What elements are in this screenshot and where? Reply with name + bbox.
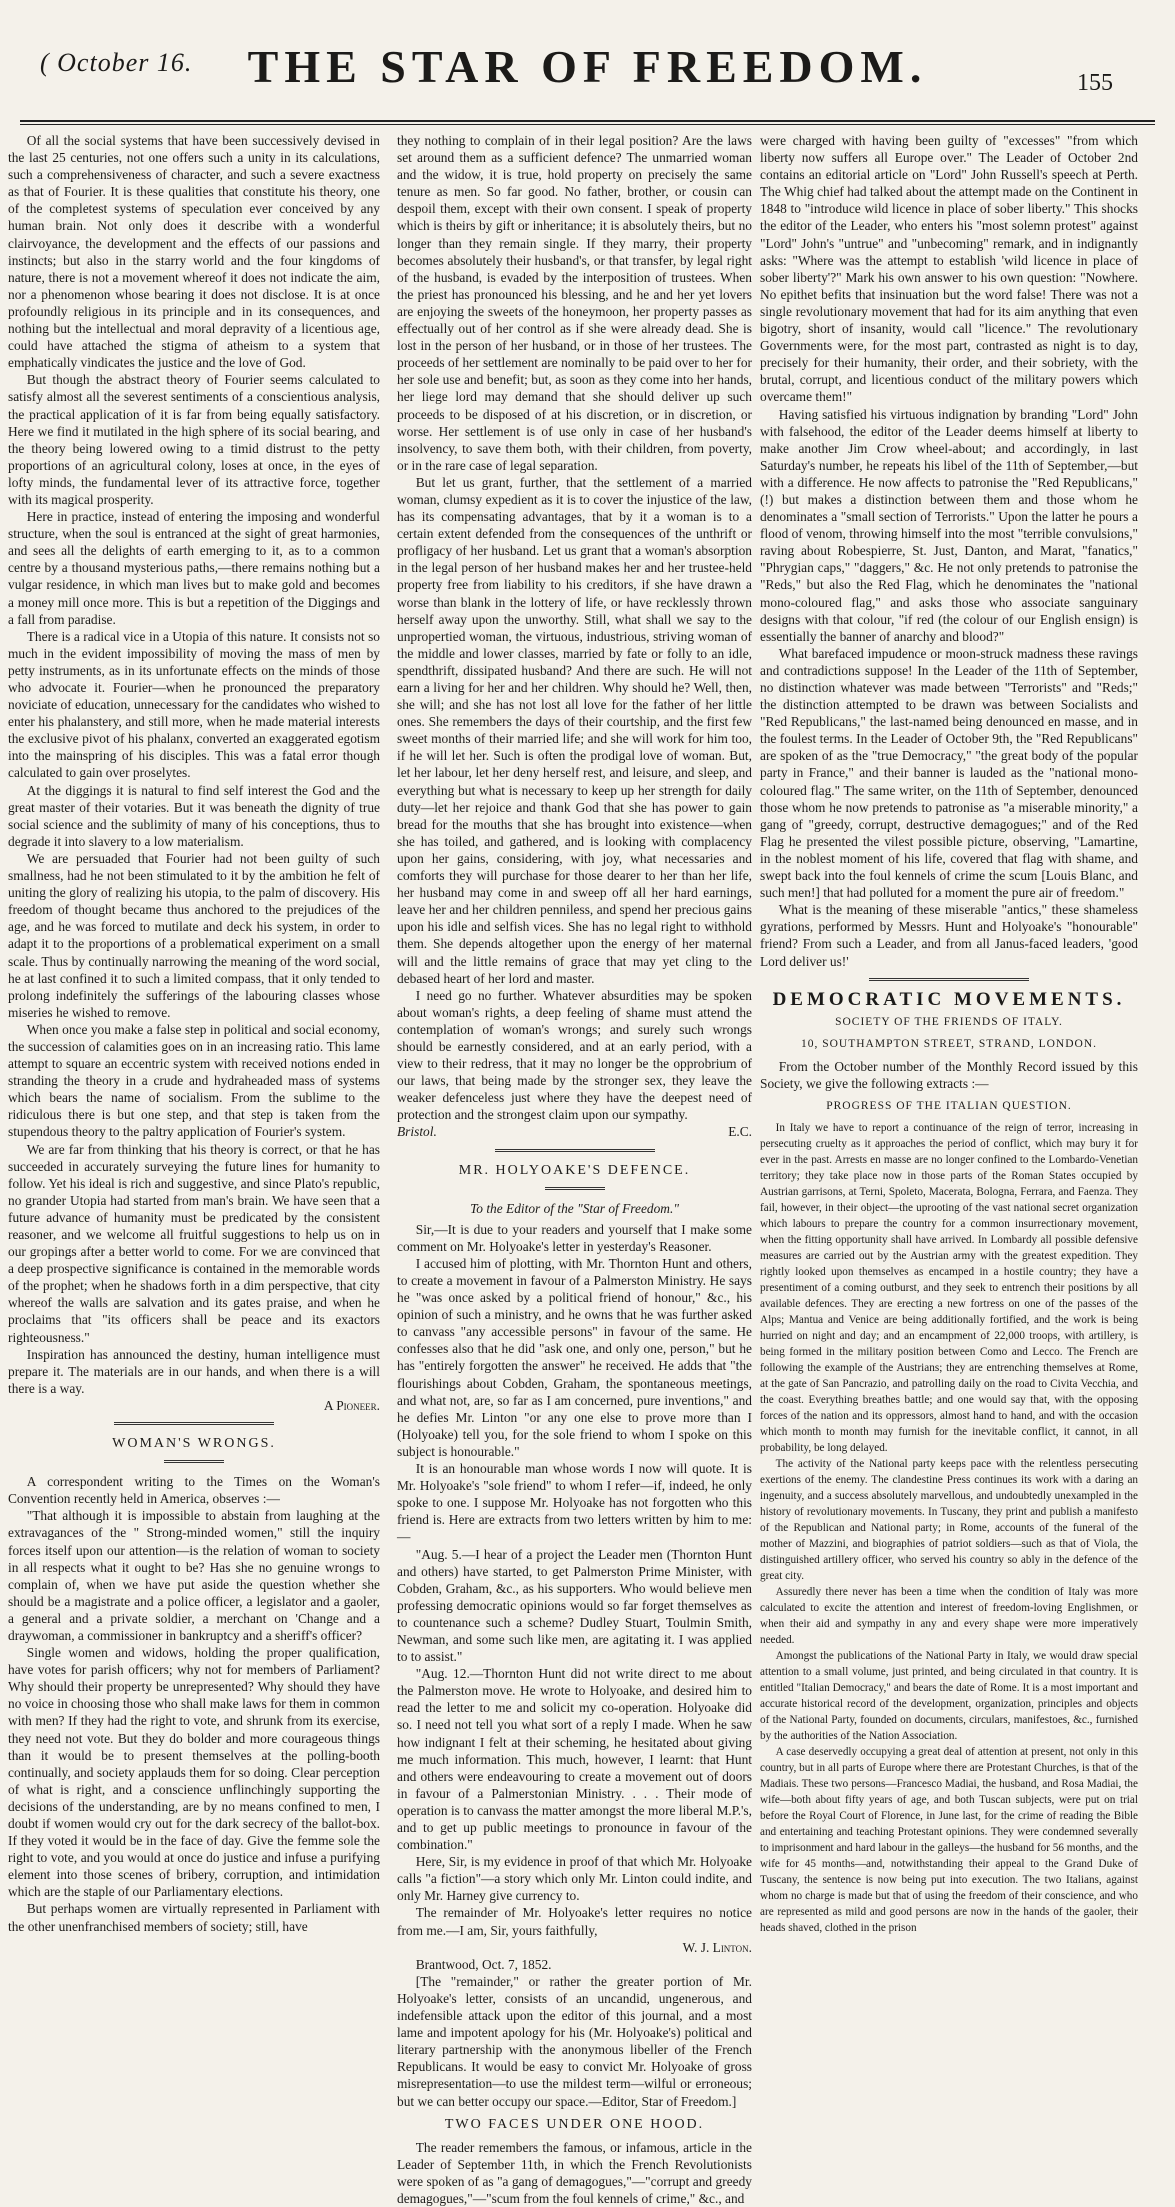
article-paragraph: From the October number of the Monthly Record issued by this Society, we give the following extracts :— [760,1058,1138,1091]
divider [495,1149,655,1154]
newspaper-title: THE STAR OF FREEDOM. [247,41,928,92]
signature-place: Bristol. [397,1124,437,1140]
letter-signature: W. J. Linton. [682,1939,752,1955]
article-paragraph: Having satisfied his virtuous indignation by branding "Lord" John with falsehood, the editor of the Leader deems himself at liberty to make another Jim Crow wheel-about; and accordingly, in last Saturday's number, he repeats his libel of the 11th of September,—but with a difference. He now affects to patronise the "Red Republicans," (!) but makes a distinction between them and those whom he denominates a "small section of Terrorists." Upon the latter he pours a flood of venom, throwing himself into the most "terrible convulsions," raving about Robespierre, St. Just, Danton, and Marat, "fanatics," "Phrygian caps," "daggers," &c. He not only pretends to patronise the "Reds," but also the Red Flag, which he denominates the "national mono-coloured flag," and asks those who associate sanguinary designs with that colour, "if red (the colour of our English ensign) is essentially the banner of anarchy and blood?" [760,406,1139,644]
article-heading: MR. HOLYOAKE'S DEFENCE. [458,1162,691,1178]
fourier-paragraph: Inspiration has announced the destiny, human intelligence must prepare it. The materials are in our hands, and when there is a will there is a way. [8,1346,380,1396]
society-address: 10, SOUTHAMPTON STREET, STRAND, LONDON. [800,1037,1098,1050]
masthead [0,0,1175,120]
column-3 [760,132,1138,1936]
column-2 [397,132,752,2207]
article-signature [397,1123,752,1140]
letter-paragraph: It is an honourable man whose words I now will quote. It is Mr. Holyoake's "sole friend" to whom I refer—if, indeed, he only spoke to one. I suppose Mr. Holyoake has not forgotten who this friend is. Here are extracts from two letters written by him to me:— [397,1461,752,1545]
divider [869,978,1029,983]
section-heading: DEMOCRATIC MOVEMENTS. [772,988,1126,1010]
subsection-heading: PROGRESS OF THE ITALIAN QUESTION. [826,1099,1072,1112]
divider [114,1422,274,1427]
article-paragraph: What is the meaning of these miserable "antics," these shameless gyrations, performed by Messrs. Hunt and Holyoake's "honourable" friend? From such a Leader, and from all Janus-faced leaders, 'good Lord deliver us!' [760,902,1138,969]
letter-place: Brantwood, Oct. 7, 1852. [415,1956,552,1972]
signature-initials: E.C. [728,1124,752,1140]
fourier-paragraph: Of all the social systems that have been successively devised in the last 25 centuries, not one offers such a unity in its calculations, such a comprehensiveness of character, and such a severe exactness as that of Fourier. It is these qualities that constitute his theory, one of the completest systems of speculation ever conceived by any human brain. Not only does it describe with a wonderful clairvoyance, the development and the effects of our passions and instincts; but also in the starry world and the four kingdoms of nature, there is not a movement whereof it does not indicate the aim, nor a phenomenon whose bearing it does not disclose. It is at once profoundly religious in its principle and in its consequences, and nothing but the intellectual and moral depravity of a licentious age, could have attached the stigma of atheism to a system that emphatically vindicates the justice and the love of God. [8,133,380,371]
article-paragraph: Single women and widows, holding the proper qualification, have votes for parish officers; why not for members of Parliament? Why should their property be unrepresented? Why should they have no voice in choosing those who shall make laws for them in common with men? If they had the right to vote, and shrunk from its exercise, they need not vote. But they do bolder and more courageous things than it would be to present themselves at the polling-booth continually, and society applauds them for so doing. Clear perception of what is right, and a conscience unflinchingly supporting the decisions of the understanding, are by no means confined to men, I doubt if women would cry out for the dark secrecy of the ballot-box. If they voted it would be in the face of day. Give the femme sole the right to vote, and you would at once do justice and infuse a purifying element into those scenes of bribery, corruption, and intimidation which are the staple of our Parliamentary elections. [8,1645,380,1900]
fourier-paragraph: At the diggings it is natural to find self interest the God and the great master of their votaries. But it was beneath the dignity of true social science and the sublimity of many of his conceptions, thus to degrade it into slavery to a low materialism. [8,782,380,849]
fourier-paragraph: We are persuaded that Fourier had not been guilty of such smallness, had he not been stimulated to it by the ambition he felt of uniting the glory of realizing his utopia, to the palm of discovery. His freedom of thought became thus anchored to the prejudices of the age, and he was forced to mutilate and deck his system, in order to adapt it to the proportions of a problematical experiment on a small scale. Thus by continually narrowing the meaning of the word social, he at last confined it to such a limited compass, that it only tended to prolong indefinitely the sufferings of the labouring classes whose miseries he wished to remove. [8,850,380,1020]
article-paragraph: "That although it is impossible to abstain from laughing at the extravagances of the " Strong-minded women," still the inquiry forces itself upon our attention—is the relation of woman to society in all respects what it ought to be? Has she no genuine wrongs to complain of, when we have put aside the question whether she should be a magistrate and a police officer, a legislator and a gaoler, a general and a private soldier, a merchant on 'Change and a draywoman, a commissioner in bankruptcy and a sheriff's officer? [8,1508,380,1643]
article-paragraph: A correspondent writing to the Times on the Woman's Convention recently held in America, observes :— [8,1474,380,1507]
letter-paragraph: "Aug. 12.—Thornton Hunt did not write direct to me about the Palmerston move. He wrote to Holyoake, and desired him to read the letter to me and solicit my co-operation. Holyoake did so. I need not tell you what sort of a reply I made. When he saw how indignant I felt at their scheming, he hesitated about giving me much information. This much, however, I learnt: that Hunt and others were endeavouring to create a movement out of doors in favour of a Palmerstonian Ministry. . . . Their mode of operation is to canvass the matter amongst the more liberal M.P.'s, and to get up public meetings to pronounce in favour of the combination." [397,1666,752,1853]
fourier-paragraph: Here in practice, instead of entering the imposing and wonderful structure, when the soul is entranced at the sight of great harmonies, and sees all the delights of earth emerging to it, as to a common centre by a thousand mysterious paths,—there remains nothing but a vulgar residence, in which man lives but to make gold and becomes a money mill once more. This is but a repetition of the Diggings and a fall from paradise. [8,509,380,627]
report-paragraph: Assuredly there never has been a time when the condition of Italy was more calculated to excite the attention and interest of freedom-loving Englishmen, or when their aid and sympathy in any and every shape were more imperatively needed. [760,1585,1138,1646]
letter-paragraph: I accused him of plotting, with Mr. Thornton Hunt and others, to create a movement in favour of a Palmerston Ministry. He says he "was once asked by a political friend of honour," &c., his opinion of such a ministry, and he owns that he was further asked to canvass "any accessible persons" in favour of the same. He confesses also that he did "ask one, and only one, person," but he has "entirely forgotten the answer" he received. He adds that "the flourishings about Cobden, Graham, the spontaneous meetings, and what not, are, so far as I am concerned, pure inventions," and he defies Mr. Linton "or any one else to prove more than I (Holyoake) tell you, for the sole friend to whom I spoke on this subject is honourable." [397,1255,752,1459]
report-paragraph: In Italy we have to report a continuance of the reign of terror, increasing in persecuting cruelty as it approaches the period of conflict, which may bury it for ever in the past. Arrests en masse are no longer confined to the Lombardo-Venetian territory; they take place now in those parts of the Roman States occupied by Austrian garrisons, at Terni, Spoleto, Macerata, Bologna, Ferrara, and Faenza. They fail, however, in their object—the uprooting of the vast national secret organization which labours to prepare the country for a common insurrectionary movement, when the fitting opportunity shall have arrived. In Lombardy all possible defensive measures are carried out by the Austrian army with the greatest expedition. They rightly looked upon themselves as encamped in a hostile country; they have a presentiment of a coming outburst, and they seek to entrench their positions by all available defences. They are erecting a new fortress on one of the passes of the Alps; Mantua and Venice are being additionally fortified, and the work is being hurried on night and day; and an encampment of 22,000 troops, with artillery, is being formed in the military position between Como and Lecco. The French are following the example of the Austrians; they are entrenching themselves at Rome, at the gate of San Pancrazio, and patrolling daily on the road to Civita Vecchia, and the coast. Everything breathes battle; and one would say that, with the opposing forces of the nation and its oppressors, almost hand to hand, and with the occasion which month to month may furnish for the inevitable conflict, it cannot, in all probability, be long delayed. [760,1121,1138,1454]
article-paragraph: But perhaps women are virtually represented in Parliament with the other unenfranchised members of society; still, have [8,1901,380,1934]
article-paragraph: they nothing to complain of in their legal position? Are the laws set around them as a sufficient defence? The unmarried woman and the widow, it is true, hold property on precisely the same tenure as men. So far good. No father, brother, or cousin can despoil them, except with their own consent. I speak of property which is theirs by gift or inheritance; it is absolutely theirs, but no longer than they remain single. If they marry, their property becomes absolutely their husband's, or that transfer, by legal right of the husband, is evaded by the interposition of trustees. When the priest has pronounced his blessing, and he and her yet lovers are enjoying the sweets of the honeymoon, her property passes as effectually out of her control as if she were already dead. She is lost in the person of her husband, or in those of her trustees. The proceeds of her settlement are nominally to be paid over to her for her sole use and benefit; but, as soon as they come into her hands, her liege lord may demand that she should deliver up such proceeds to be disposed of at his discretion, or in discretion, or worse. Her settlement is of use only in case of her husband's insolvency, to save them both, with their children, from poverty, or in the rare case of legal separation. [397,133,752,473]
article-paragraph: What barefaced impudence or moon-struck madness these ravings and contradictions suppose! In the Leader of the 11th of September, no distinction whatever was made between "Terrorists" and "Reds;" the distinction attempted to be drawn was between Socialists and "Red Republicans," the last-named being denounced en masse, and in the foulest terms. In the Leader of October 9th, the "Red Republicans" are spoken of as the "true Democracy," "the great body of the popular party in France," and their banner is lauded as the "national mono-coloured flag." The same writer, on the 11th of September, denounced those whom he now pretends to patronise as "a miserable minority," a gang of "greedy, corrupt, destructive demagogues;" and of the Red Flag he presented the vilest possible picture, observing, "Lamartine, in the noblest moment of his life, covered that flag with shame, and swept back into the foul kennels of crime the scum [Louis Blanc, and such men!] that had polluted for a moment the pure air of freedom." [760,645,1138,901]
page-number: 155 [1077,70,1113,96]
article-signature: A Pioneer. [323,1397,380,1413]
report-paragraph: A case deservedly occupying a great deal of attention at present, not only in this country, but in all parts of Europe where there are Protestant Churches, is that of the Madiais. These two persons—Francesco Madiai, the husband, and Rosa Madiai, the wife—both about fifty years of age, and both Tuscan subjects, were put on trial before the Royal Court of Florence, in June last, for the crime of reading the Bible and entertaining and teaching Protestant opinions. They were condemned severally to imprisonment and hard labour in the galleys—the husband for 56 months, and the wife for 45 months—and, notwithstanding their appeal to the Grand Duke of Tuscany, the sentence is now being put into execution. The two Italians, against whom no charge is made but that of using the freedom of their conscience, and who are represented as mild and good persons are now in the hands of the gaoler, their heads shaved, clothed in the prison [760,1745,1138,1934]
letter-paragraph: Here, Sir, is my evidence in proof of that which Mr. Holyoake calls "a fiction"—a story which only Mr. Linton could indite, and only Mr. Harney give currency to. [397,1854,752,1904]
letter-paragraph: Sir,—It is due to your readers and yourself that I make some comment on Mr. Holyoake's letter in yesterday's Reasoner. [397,1221,752,1254]
letter-paragraph: The remainder of Mr. Holyoake's letter requires no notice from me.—I am, Sir, yours faithfully, [397,1905,752,1938]
editor-note: [The "remainder," or rather the greater portion of Mr. Holyoake's letter, consists of an uncandid, ungenerous, and indefensible attack upon the editor of this journal, and a most lame and impotent apology for his (Mr. Holyoake's) political and literary partnership with the anonymous libeller of the French Republicans. It would be easy to convict Mr. Holyoake of gross misrepresentation—to use the mildest term—wilful or erroneous; but we can better occupy our space.—Editor, Star of Freedom.] [397,1973,752,2109]
article-paragraph: But let us grant, further, that the settlement of a married woman, clumsy expedient as it is to cover the injustice of the law, has its compensating advantages, that by it a woman is to a certain extent defended from the consequences of the unthrift or profligacy of her husband. Let us grant that a woman's absorption in the legal person of her husband makes her and her trustee-held property free from liability to his creditors, if she have drawn a worse than blank in the lottery of life, or have recklessly thrown herself away upon the unworthy. Still, what shall we say to the unpropertied woman, the virtuous, industrious, striving woman of the middle and lower classes, married by fate or folly to an idle, spendthrift, dissipated husband? And there are such. He will not earn a living for her and her children. Why should he? Well, then, she will; and she has not lost all love for the father of her little ones. She remembers the days of their courtship, and the first few sweet months of their married life; and she will work for him too, if he will let her. Such is often the prodigal love of woman. But, let her labour, let her deny herself rest, and leisure, and sleep, and everything but what is necessary to keep up her strength for daily duty—let her rejoice and thank God that she has power to gain bread for the mouths that she has brought into existence—when she has toiled, and gathered, and is looking with complacency upon her gains, considering, with joy, what necessaries and comforts they will purchase for those dearer to her than her life, her husband may come in and sweep off all her hard earnings, leave her and her children penniless, and spend her precious gains upon his idle and selfish vices. She has no legal right to withhold them. She depends altogether upon the energy of her maternal will and the little remains of grace that may yet cling to the debased heart of her lord and master. [397,474,752,986]
article-paragraph: I need go no further. Whatever absurdities may be spoken about woman's rights, a deep feeling of shame must attend the contemplation of woman's wrongs; and surely such wrongs should be earnestly considered, and at an early period, with a view to their redress, that it may no longer be the opprobrium of our laws, that being made by the stronger sex, they leave the weaker defenceless just where they have the deepest need of protection and the strongest claim upon our sympathy. [397,987,752,1123]
divider [164,1460,224,1465]
masthead-rule [20,120,1155,125]
fourier-paragraph: When once you make a false step in political and social economy, the succession of calamities goes on in an increasing ratio. This lame attempt to square an eccentric system with received notions ended in stranding the theory in a crude and hydraheaded mass of systems which bears the name of socialism. From the sublime to the ridiculous there is but one step, and that step is taken from the stupendous theory to the paltry application of Fourier's system. [8,1021,380,1140]
fourier-paragraph: There is a radical vice in a Utopia of this nature. It consists not so much in the evident impossibility of moving the mass of men by petty instruments, as in its unfortunate effects on the minds of those who advocate it. Fourier—when he pronounced the preparatory noviciate of education, unnecessary for the candidates who wished to enter his phalanstery, and still more, when he made material interests the exclusive pivot of his phalanx, converted an exaggerated egotism into the mainspring of his disciples. This was a fatal error though calculated to gain over proselytes. [8,628,380,781]
divider [545,1187,605,1192]
report-paragraph: The activity of the National party keeps pace with the relentless persecuting exertions of the enemy. The clandestine Press continues its work with a daring an ingenuity, and a success absolutely marvellous, and undoubtedly unexampled in the history of revolutionary movements. In Tuscany, they print and publish a manifesto of the Republican and National party; in Rome, accounts of the funeral of the mother of Mazzini, and biographies of patriot soldiers—such as that of Viola, the distinguished artillery officer, who served his country so ably in the defence of the great city. [760,1457,1138,1582]
fourier-paragraph: But though the abstract theory of Fourier seems calculated to satisfy almost all the severest sentiments of a conscientious analysis, the practical application of it is far from being equally satisfactory. Here we find it mutilated in the high sphere of its social bearing, and the theory being lowered owing to a timid distrust to the petty proportions of an agricultural colony, loses at once, in the eyes of lofty minds, the fundamental lever of its attractive force, together with its magical prosperity. [8,372,380,507]
article-paragraph: The reader remembers the famous, or infamous, article in the Leader of September 11th, in which the French Revolutionists were spoken of as "a gang of demagogues,"—"corrupt and greedy demagogues,"—"scum from the foul kennels of crime," &c., and [397,2139,752,2206]
report-paragraph: Amongst the publications of the National Party in Italy, we would draw special attention to a small volume, just printed, and being circulated in that country. It is entitled "Italian Democracy," and bears the date of Rome. It is a most important and accurate historical record of the development, organization, principles and objects of the National Party, founded on documents, circulars, manifestoes, &c., furnished by the authorities of the Nation Association. [760,1649,1138,1742]
letter-salutation: To the Editor of the "Star of Freedom." [470,1200,679,1216]
fourier-paragraph: We are far from thinking that his theory is correct, or that he has succeeded in accurately surveying the future lines for humanity to follow. Yet his ideal is rich and suggestive, and since Plato's republic, no grander Utopia had started from man's brain. We have seen that a future advance of humanity must be predicated by the consistent reasoner, and we welcome all fruitful suggestions to help us on in our gropings after a better world to come. For we are convinced that a deep prospective significance is contained in the memorable words of the prophet; when he shadows forth in a dim perspective, that city whereof the walls are salvation and its gates praise, and when he proclaims that "its officers shall be peace and its exactors righteousness." [8,1141,380,1345]
column-1 [8,132,380,1935]
article-heading: TWO FACES UNDER ONE HOOD. [444,2116,705,2132]
letter-paragraph: "Aug. 5.—I hear of a project the Leader men (Thornton Hunt and others) have started, to get Palmerston Prime Minister, with Cobden, Graham, &c., as his supporters. Who would believe men professing democratic opinions would so far forget themselves as to countenance such a scheme? Dudley Stuart, Toulmin Smith, Newman, and some such like men, are agitating it. I was applied to to assist." [397,1546,752,1665]
society-name: SOCIETY OF THE FRIENDS OF ITALY. [835,1015,1063,1028]
issue-date: ( October 16. [40,48,193,77]
article-paragraph: were charged with having been guilty of "excesses" "from which liberty now suffers all Europe over." The Leader of October 2nd contains an editorial article on "Lord" John Russell's speech at Perth. The Whig chief had talked about the attempt made on the Continent in 1848 to "introduce wild licence in place of sober liberty." This shocks the editor of the Leader, who enters his "most solemn protest" against "Lord" John's "untrue" and "unbecoming" remark, and in indignantly asks: "Where was the attempt to establish 'wild licence in place of sober liberty'?" Mark his own answer to his own question: "Nowhere. No epithet befits that insinuation but the word false! There was not a single revolutionary movement that had for its aim anything that even bigotry, short of insanity, would call "licence." The revolutionary Governments were, for the most part, contrasted as night is to day, precisely for their humanity, their order, and their sobriety, with the brutal, corrupt, and licentious conduct of the military powers which overcame them!" [760,133,1138,405]
italy-report [760,1120,1138,1936]
article-heading: WOMAN'S WRONGS. [112,1436,276,1452]
